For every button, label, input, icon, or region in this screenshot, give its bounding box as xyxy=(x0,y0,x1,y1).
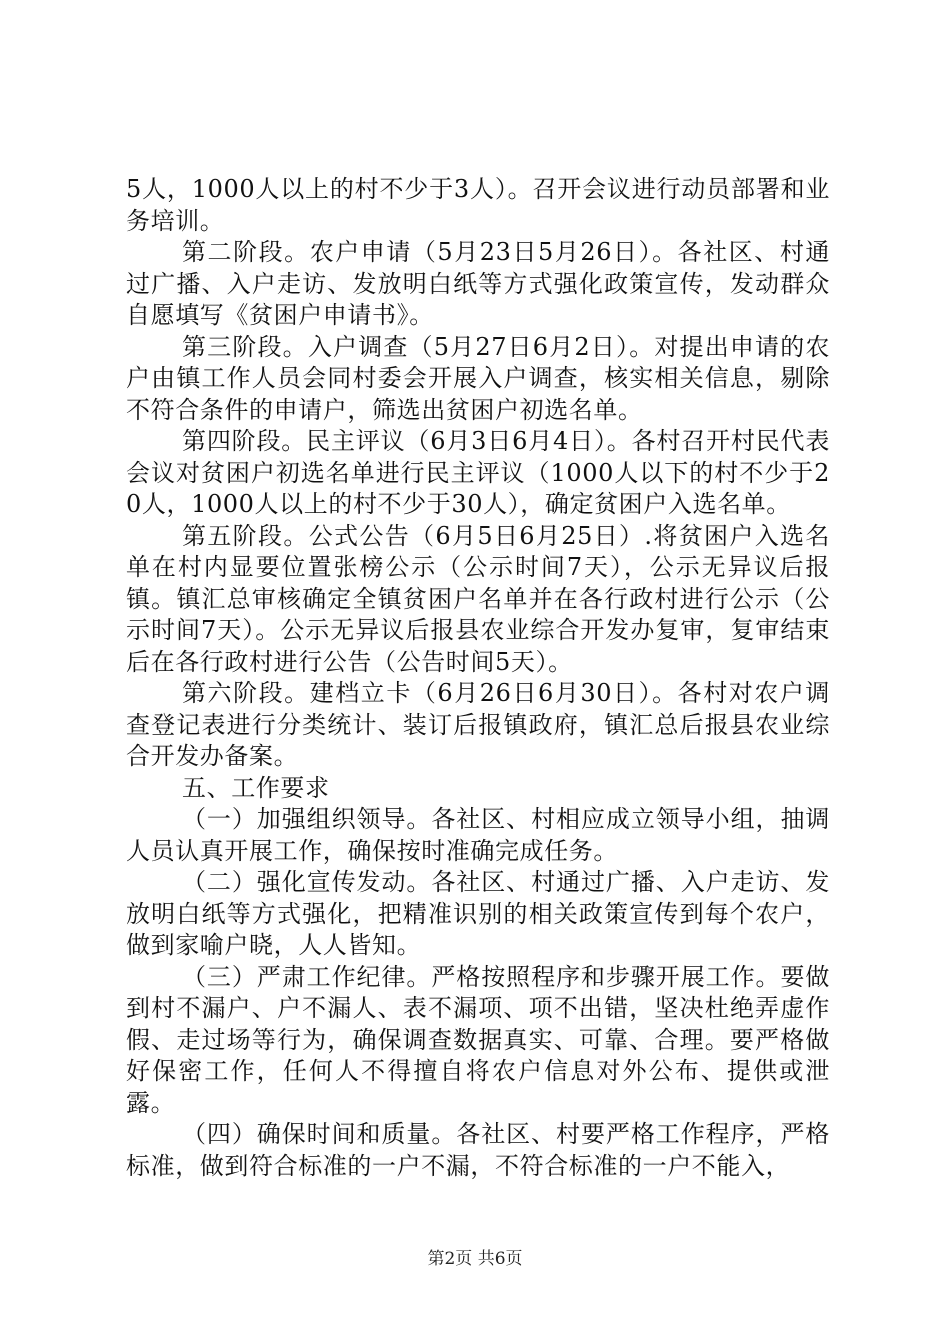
paragraph-3: 第三阶段。入户调查（5月27日6月2日）。对提出申请的农户由镇工作人员会同村委会开展入户调查，核实相关信息，剔除不符合条件的申请户，筛选出贫困户初选名单。 xyxy=(126,332,830,424)
paragraph-2: 第二阶段。农户申请（5月23日5月26日）。各社区、村通过广播、入户走访、发放明白纸等方式强化政策宣传，发动群众自愿填写《贫困户申请书》。 xyxy=(126,238,830,329)
paragraph-8: （一）加强组织领导。各社区、村相应成立领导小组，抽调人员认真开展工作，确保按时准确完成任务。 xyxy=(126,805,830,865)
paragraph-1: 5人，1000人以上的村不少于3人）。召开会议进行动员部署和业务培训。 xyxy=(126,175,830,235)
page-number-footer: 第2页 共6页 xyxy=(427,1249,523,1269)
paragraph-5: 第五阶段。公式公告（6月5日6月25日）.将贫困户入选名单在村内显要位置张榜公示（公示时间7天），公示无异议后报镇。镇汇总审核确定全镇贫困户名单并在各行政村进行公示（公示时间7天）。公示无异议后报县农业综合开发办复审，复审结束后在各行政村进行公告（公告时间5天）。 xyxy=(126,521,830,676)
paragraph-10: （三）严肃工作纪律。严格按照程序和步骤开展工作。要做到村不漏户、户不漏人、表不漏项、项不出错，坚决杜绝弄虚作假、走过场等行为，确保调查数据真实、可靠、合理。要严格做好保密工作，任何人不得擅自将农户信息对外公布、提供或泄露。 xyxy=(126,962,830,1117)
document-body xyxy=(126,174,830,1182)
paragraph-6: 第六阶段。建档立卡（6月26日6月30日）。各村对农户调查登记表进行分类统计、装订后报镇政府，镇汇总后报县农业综合开发办备案。 xyxy=(126,679,830,770)
paragraph-9: （二）强化宣传发动。各社区、村通过广播、入户走访、发放明白纸等方式强化，把精准识别的相关政策宣传到每个农户，做到家喻户晓，人人皆知。 xyxy=(126,868,830,959)
paragraph-4: 第四阶段。民主评议（6月3日6月4日）。各村召开村民代表会议对贫困户初选名单进行民主评议（1000人以下的村不少于20人，1000人以上的村不少于30人），确定贫困户入选名单。 xyxy=(126,427,830,518)
paragraph-11: （四）确保时间和质量。各社区、村要严格工作程序，严格标准，做到符合标准的一户不漏，不符合标准的一户不能入， xyxy=(126,1120,830,1180)
section-heading: 五、工作要求 xyxy=(182,773,330,802)
